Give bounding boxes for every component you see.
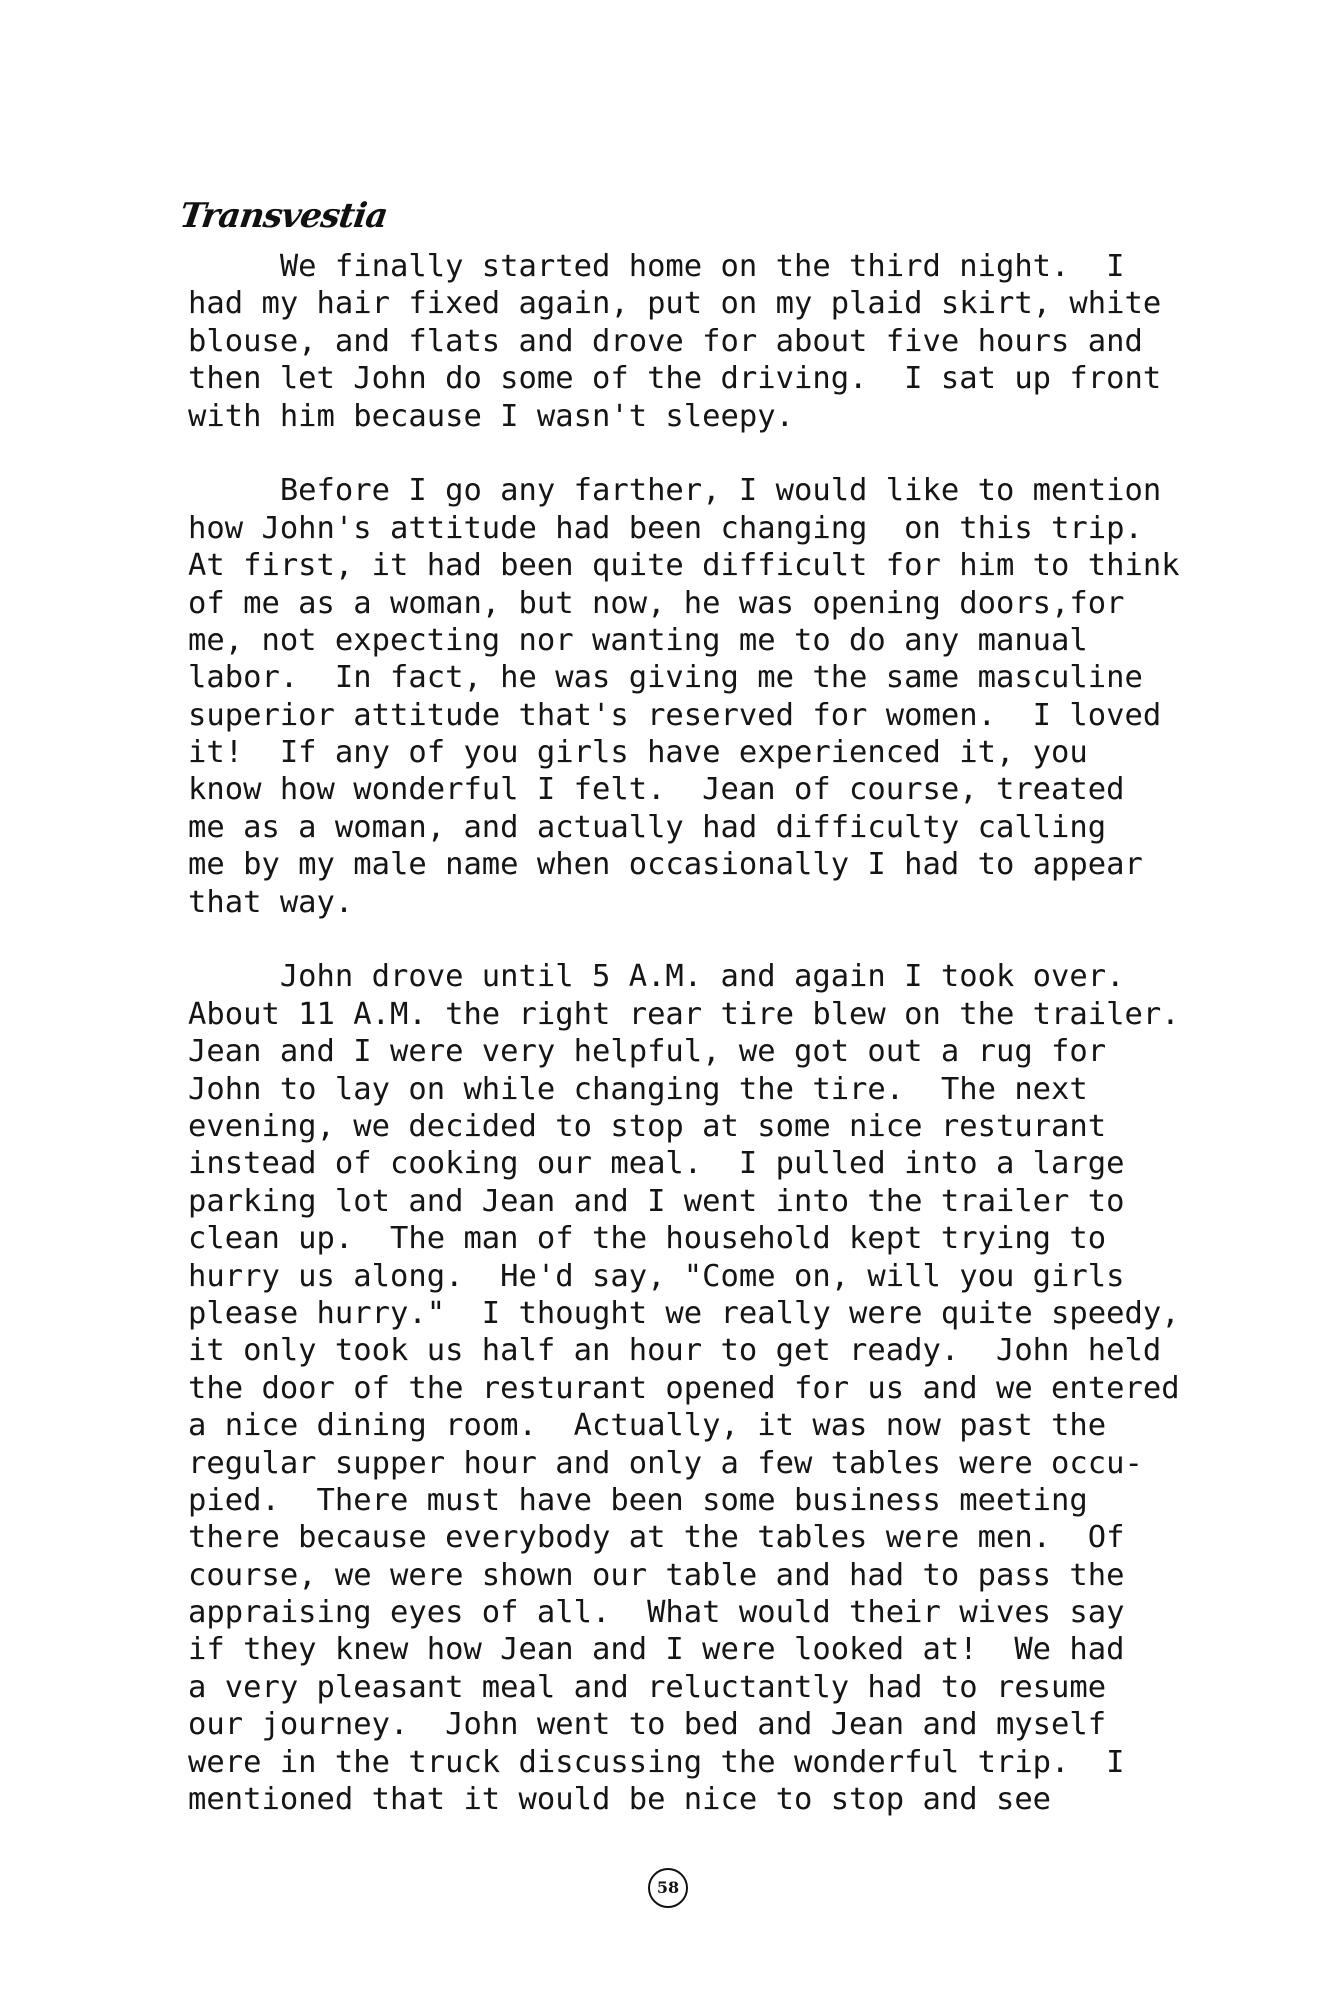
text-line: About 11 A.M. the right rear tire blew on the trailer. — [188, 996, 1180, 1032]
text-line: that way. — [188, 884, 354, 920]
body-text — [188, 248, 1228, 1818]
text-line: pied. There must have been some business meeting — [188, 1482, 1088, 1518]
text-line: there because everybody at the tables were men. Of — [188, 1520, 1125, 1556]
text-line: it! If any of you girls have experienced it, you — [188, 735, 1088, 771]
text-line: instead of cooking our meal. I pulled into a large — [188, 1146, 1125, 1182]
text-line: evening, we decided to stop at some nice resturant — [188, 1108, 1107, 1144]
text-line: a very pleasant meal and reluctantly had to resume — [188, 1669, 1107, 1705]
text-line: We finally started home on the third night. I — [188, 249, 1125, 284]
text-line: a nice dining room. Actually, it was now past the — [188, 1408, 1107, 1444]
paragraph — [188, 248, 1228, 435]
text-line: then let John do some of the driving. I sat up front — [188, 361, 1162, 397]
text-line: were in the truck discussing the wonderful trip. I — [188, 1744, 1125, 1780]
text-line: with him because I wasn't sleepy. — [188, 398, 794, 434]
text-line: the door of the resturant opened for us and we entered — [188, 1370, 1180, 1406]
text-line: superior attitude that's reserved for women. I loved — [188, 697, 1162, 733]
page-number-badge: 58 — [648, 1868, 688, 1908]
text-line: clean up. The man of the household kept trying to — [188, 1221, 1107, 1257]
text-line: Jean and I were very helpful, we got out a rug for — [188, 1034, 1107, 1070]
text-line: if they knew how Jean and I were looked at! We had — [188, 1632, 1125, 1668]
text-line: had my hair fixed again, put on my plaid skirt, white — [188, 286, 1162, 322]
text-line: know how wonderful I felt. Jean of course, treated — [188, 772, 1125, 808]
text-line: Before I go any farther, I would like to mention — [188, 473, 1162, 509]
magazine-logo: Transvestia — [177, 196, 390, 236]
paragraph — [188, 472, 1228, 921]
text-line: John drove until 5 A.M. and again I took over. — [188, 959, 1125, 995]
text-line: At first, it had been quite difficult for him to think — [188, 548, 1180, 584]
text-line: me as a woman, and actually had difficulty calling — [188, 809, 1107, 845]
text-line: course, we were shown our table and had to pass the — [188, 1557, 1125, 1593]
text-line: it only took us half an hour to get ready. John held — [188, 1333, 1162, 1369]
text-line: appraising eyes of all. What would their wives say — [188, 1595, 1125, 1631]
text-line: me, not expecting nor wanting me to do any manual — [188, 622, 1088, 658]
text-line: of me as a woman, but now, he was opening doors,for — [188, 585, 1125, 621]
text-line: mentioned that it would be nice to stop and see — [188, 1782, 1052, 1818]
text-line: blouse, and flats and drove for about five hours and — [188, 323, 1143, 359]
text-line: John to lay on while changing the tire. The next — [188, 1071, 1088, 1107]
text-line: please hurry." I thought we really were quite speedy, — [188, 1295, 1180, 1331]
text-line: labor. In fact, he was giving me the same masculine — [188, 660, 1143, 696]
paragraph — [188, 958, 1228, 1818]
text-line: how John's attitude had been changing on this trip. — [188, 510, 1143, 546]
text-line: me by my male name when occasionally I had to appear — [188, 847, 1143, 883]
text-line: our journey. John went to bed and Jean and myself — [188, 1707, 1107, 1743]
paragraph-gap — [188, 921, 1228, 958]
paragraph-gap — [188, 435, 1228, 472]
text-line: parking lot and Jean and I went into the trailer to — [188, 1183, 1125, 1219]
text-line: hurry us along. He'd say, "Come on, will you girls — [188, 1258, 1125, 1294]
text-line: regular supper hour and only a few tables were occu- — [188, 1445, 1143, 1481]
